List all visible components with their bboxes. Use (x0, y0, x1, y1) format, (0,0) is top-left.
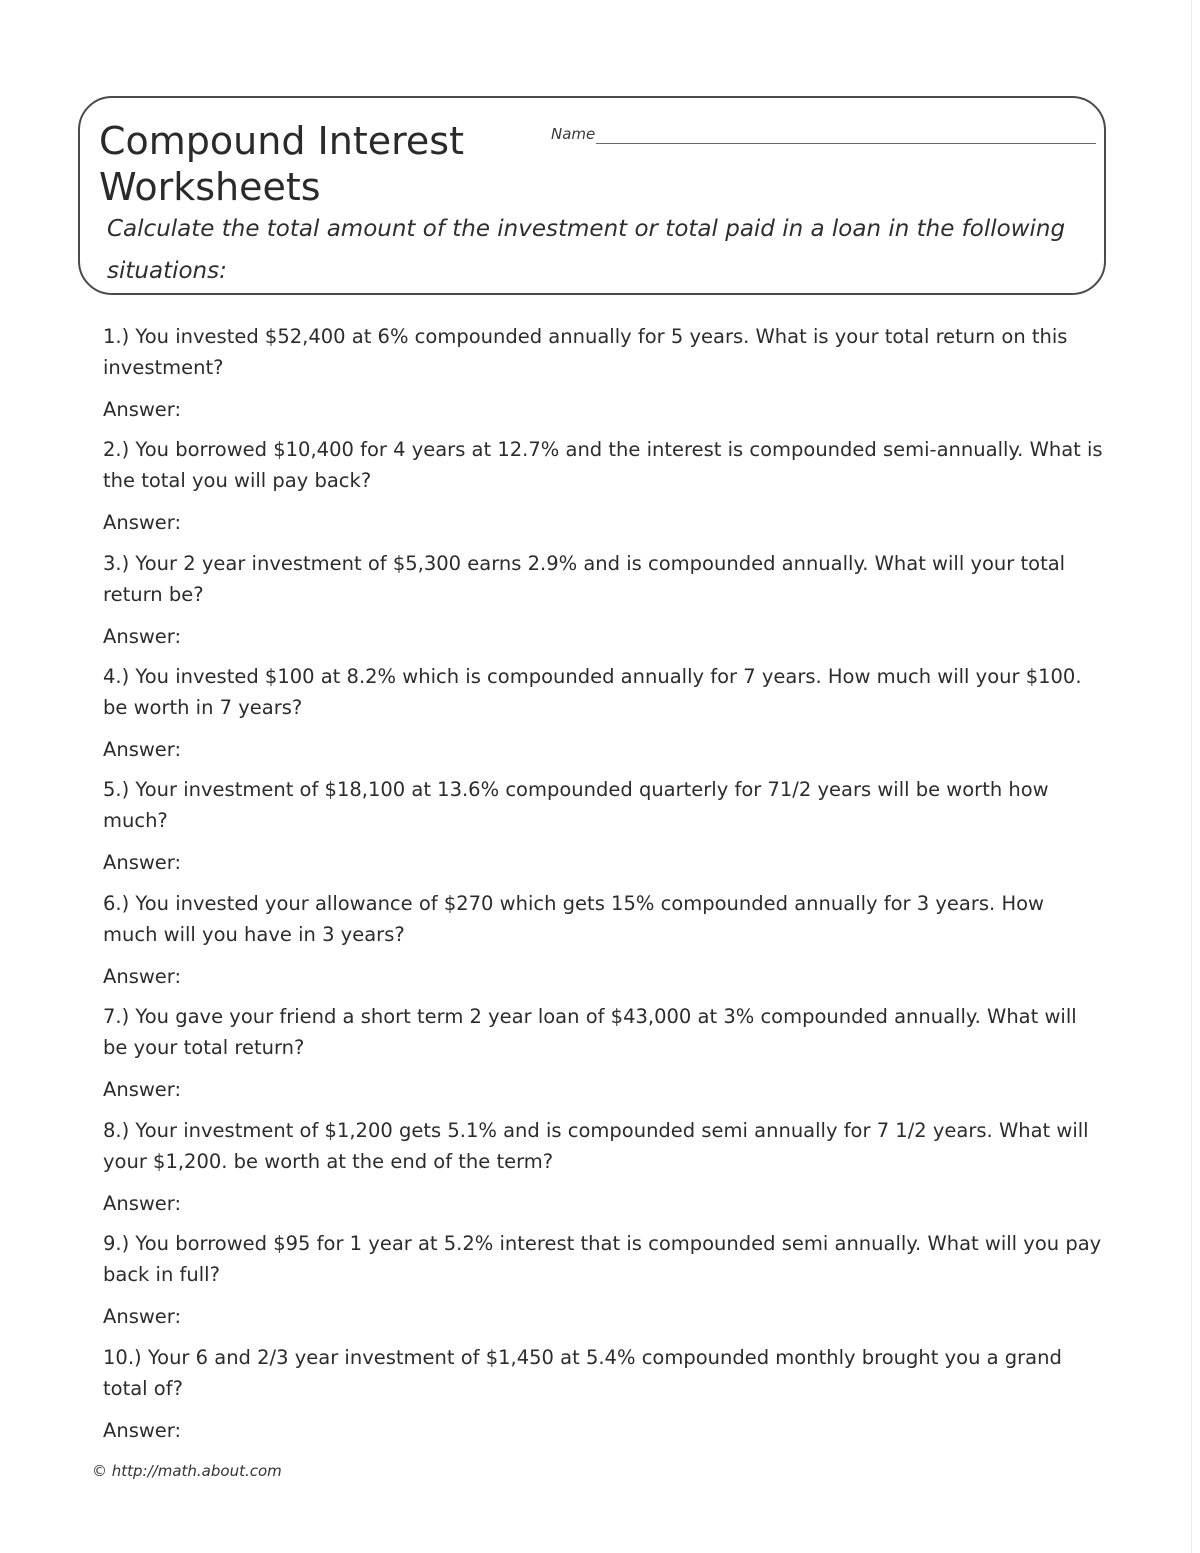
page-edge (1191, 0, 1192, 1553)
answer-label-9: Answer: (103, 1305, 182, 1328)
question-10: 10.) Your 6 and 2/3 year investment of $1,450 at 5.4% compounded monthly brought you a grand total of? (103, 1346, 1062, 1400)
question-6: 6.) You invested your allowance of $270 which gets 15% compounded annually for 3 years. How much will you have in 3 years? (103, 892, 1044, 946)
question-9: 9.) You borrowed $95 for 1 year at 5.2% interest that is compounded semi annually. What will you pay back in full? (103, 1232, 1102, 1286)
question-4: 4.) You invested $100 at 8.2% which is compounded annually for 7 years. How much will your $100. be worth in 7 years? (103, 665, 1082, 719)
answer-label-7: Answer: (103, 1078, 182, 1101)
answer-label-8: Answer: (103, 1192, 182, 1215)
question-8: 8.) Your investment of $1,200 gets 5.1% and is compounded semi annually for 7 1/2 years. What will your $1,200. be worth at the end of the term? (103, 1119, 1089, 1173)
instructions: Calculate the total amount of the investment or total paid in a loan in the following situations: (107, 216, 1066, 284)
worksheet-title: Compound Interest Worksheets (99, 119, 464, 209)
question-1: 1.) You invested $52,400 at 6% compounded annually for 5 years. What is your total return on this investment? (103, 325, 1068, 379)
question-2: 2.) You borrowed $10,400 for 4 years at 12.7% and the interest is compounded semi-annually. What is the total you will pay back? (103, 438, 1103, 492)
name-label: Name (551, 125, 596, 143)
answer-label-2: Answer: (103, 511, 182, 534)
answer-label-4: Answer: (103, 738, 182, 761)
question-7: 7.) You gave your friend a short term 2 year loan of $43,000 at 3% compounded annually. What will be your total return? (103, 1005, 1077, 1059)
answer-label-1: Answer: (103, 398, 182, 421)
question-5: 5.) Your investment of $18,100 at 13.6% compounded quarterly for 71/2 years will be worth how much? (103, 778, 1049, 832)
answer-label-6: Answer: (103, 965, 182, 988)
answer-label-10: Answer: (103, 1419, 182, 1442)
answer-label-5: Answer: (103, 851, 182, 874)
answer-label-3: Answer: (103, 625, 182, 648)
name-field-line[interactable] (596, 143, 1096, 144)
source-credit: © http://math.about.com (92, 1462, 282, 1480)
question-3: 3.) Your 2 year investment of $5,300 earns 2.9% and is compounded annually. What will your total return be? (103, 552, 1066, 606)
